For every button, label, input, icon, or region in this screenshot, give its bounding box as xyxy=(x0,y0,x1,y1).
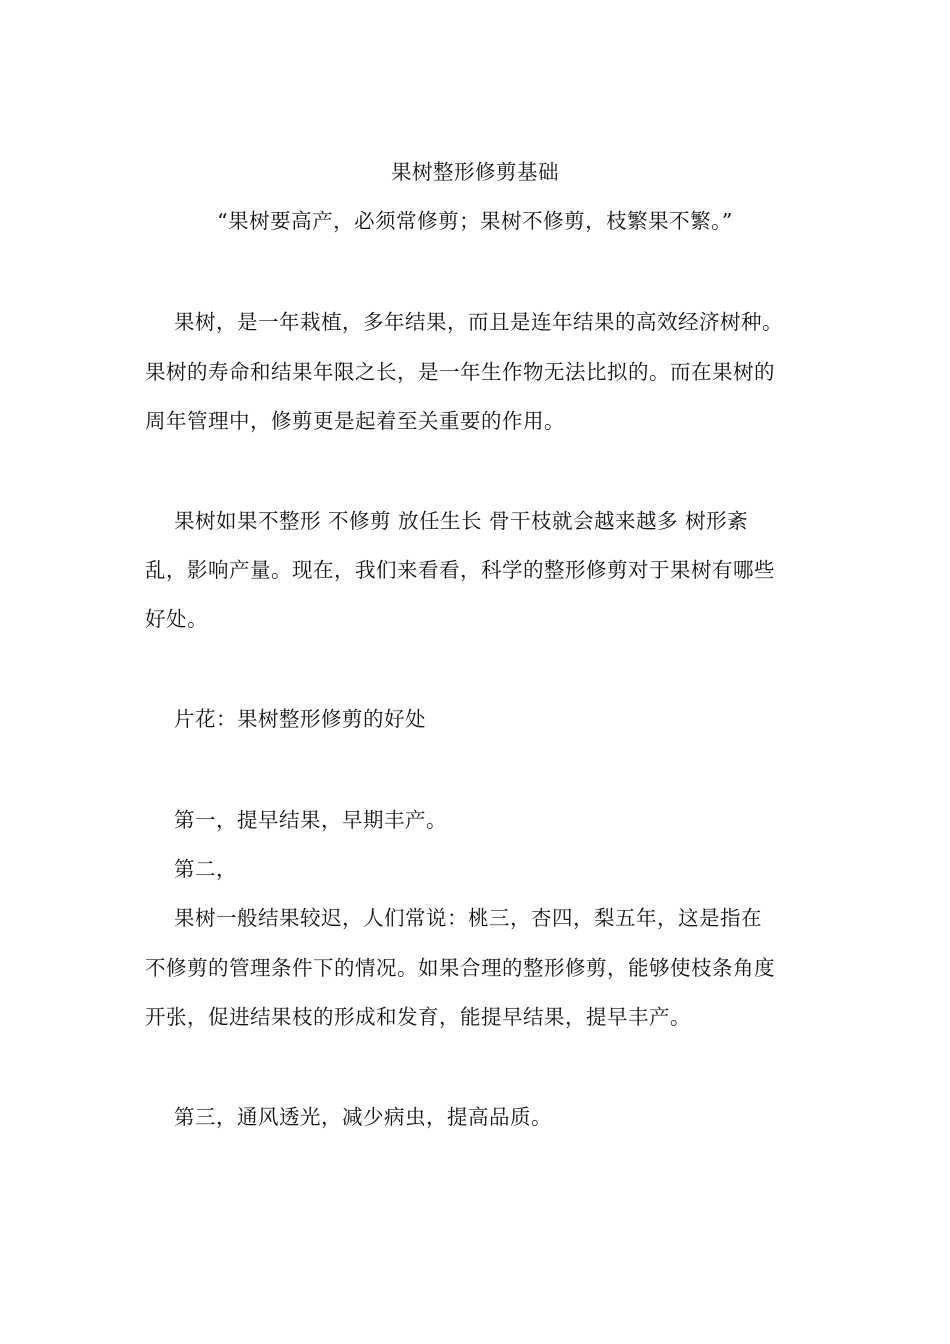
paragraph-line: 乱，影响产量。现在，我们来看看，科学的整形修剪对于果树有哪些 xyxy=(145,558,775,582)
document-quote: “果树要高产，必须常修剪；果树不修剪，枝繁果不繁。” xyxy=(217,209,733,233)
document-title: 果树整形修剪基础 xyxy=(391,160,559,184)
paragraph-line: 果树，是一年栽植，多年结果，而且是连年结果的高效经济树种。 xyxy=(174,310,783,334)
section-heading: 片花：果树整形修剪的好处 xyxy=(174,707,426,731)
paragraph-line: 果树一般结果较迟，人们常说：桃三，杏四，梨五年，这是指在 xyxy=(174,906,762,930)
paragraph-line: 周年管理中，修剪更是起着至关重要的作用。 xyxy=(145,409,565,433)
point-3: 第三，通风透光，减少病虫，提高品质。 xyxy=(174,1105,552,1129)
point-1: 第一，提早结果，早期丰产。 xyxy=(174,808,447,832)
paragraph-line: 果树如果不整形 不修剪 放任生长 骨干枝就会越来越多 树形紊 xyxy=(174,509,749,533)
paragraph-line: 好处。 xyxy=(145,607,208,631)
paragraph-line: 不修剪的管理条件下的情况。如果合理的整形修剪，能够使枝条角度 xyxy=(145,956,775,980)
paragraph-line: 开张，促进结果枝的形成和发育，能提早结果，提早丰产。 xyxy=(145,1005,691,1029)
point-2: 第二， xyxy=(174,857,237,881)
paragraph-line: 果树的寿命和结果年限之长，是一年生作物无法比拟的。而在果树的 xyxy=(145,360,775,384)
